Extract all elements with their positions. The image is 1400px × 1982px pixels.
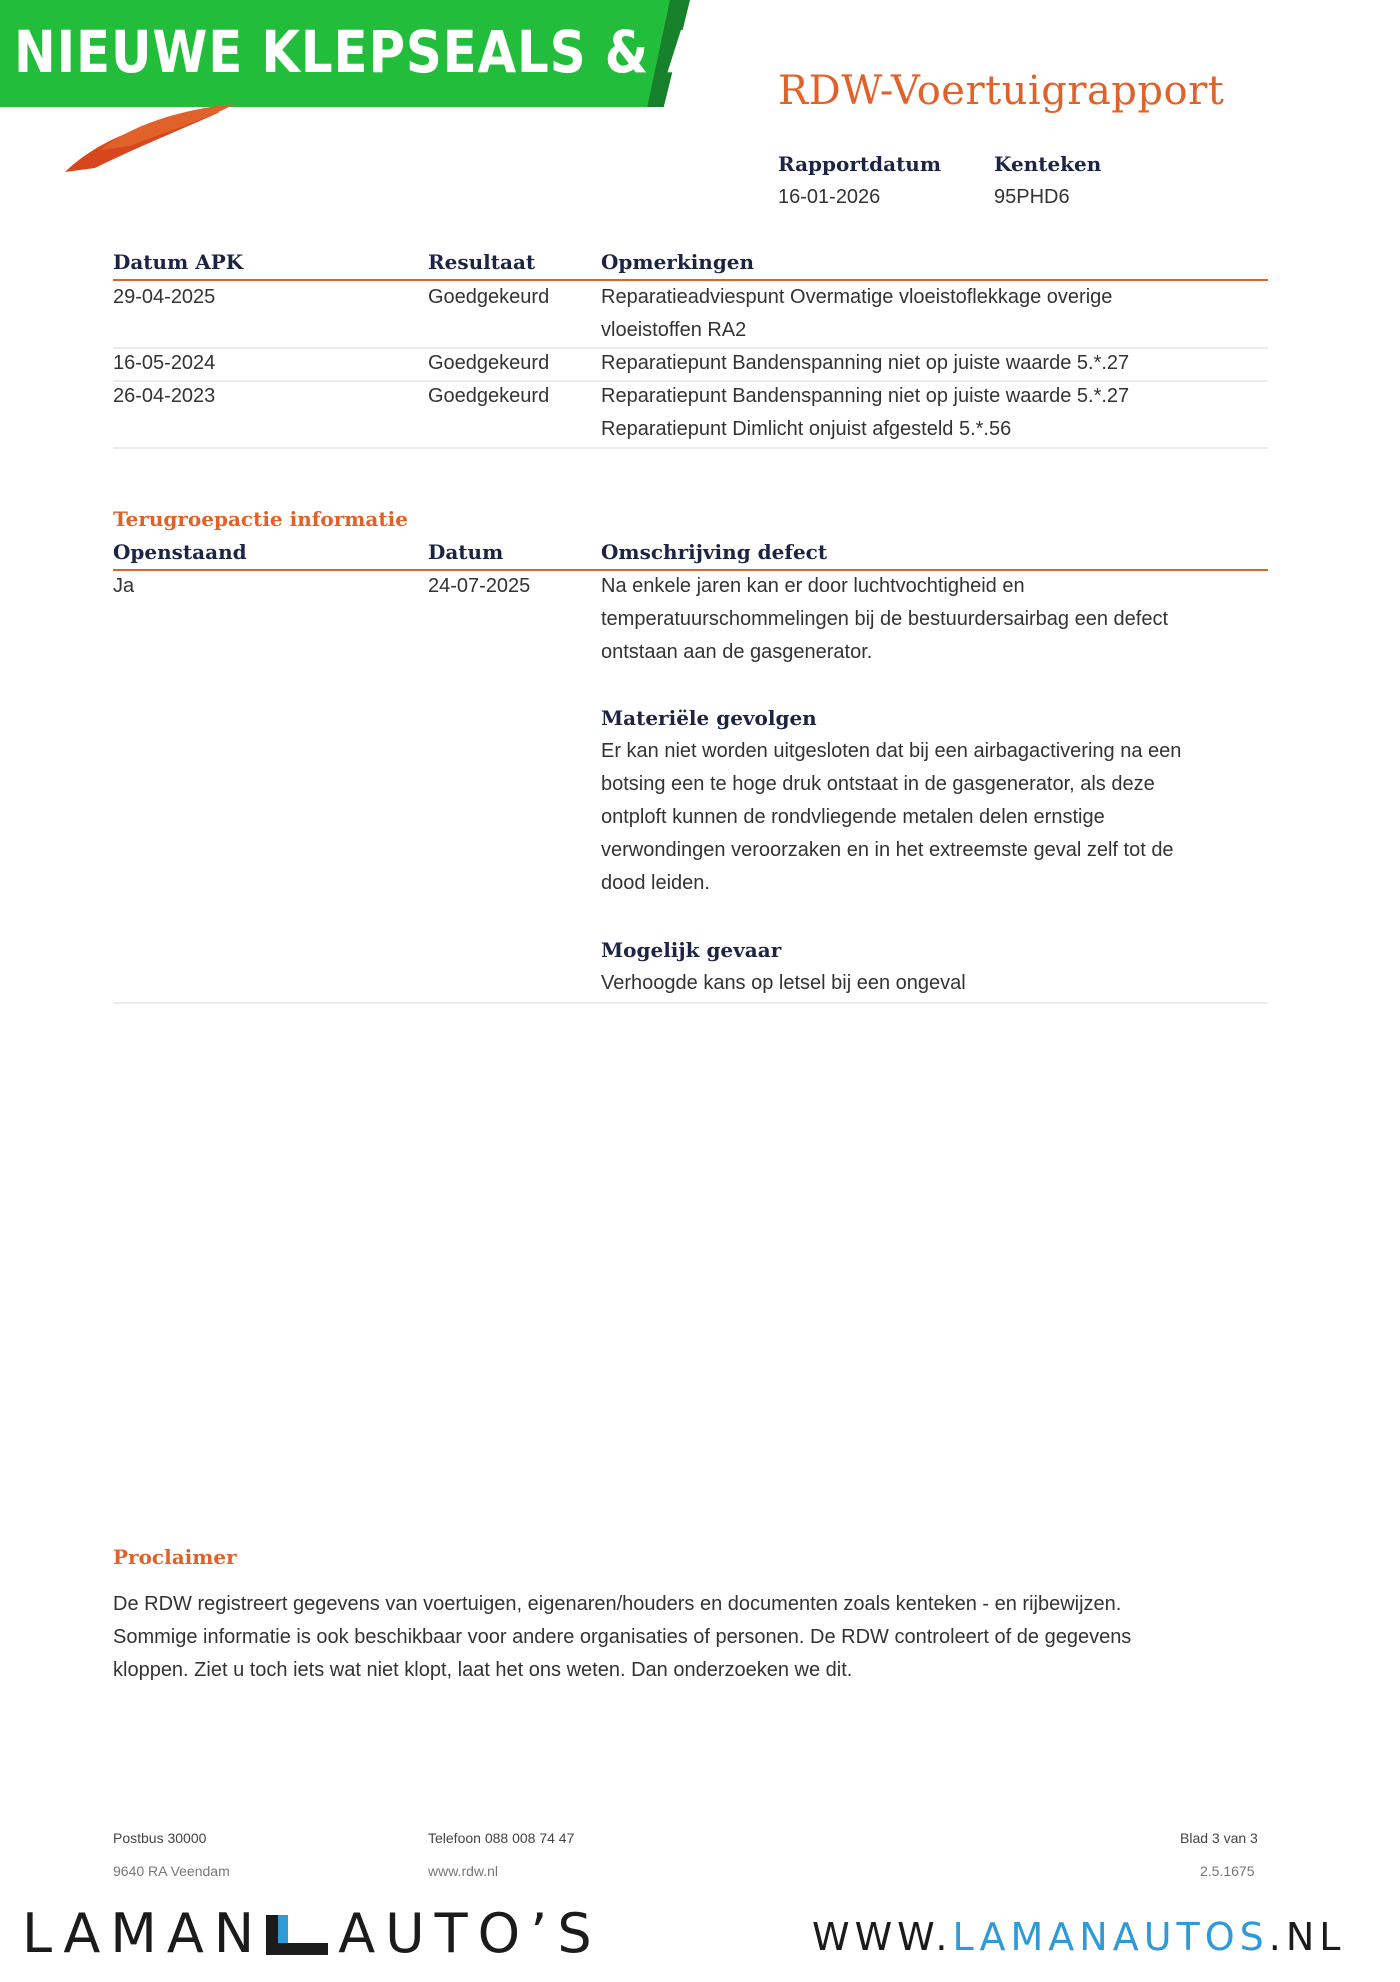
apk-date: 16-05-2024 [113, 352, 216, 374]
apk-header-result: Resultaat [428, 250, 536, 274]
report-title: RDW-Voertuigrapport [778, 68, 1225, 114]
recall-description-line: temperatuurschommelingen bij de bestuurdersairbag een defect [601, 608, 1169, 630]
apk-result: Goedgekeurd [428, 352, 550, 374]
apk-remark: Reparatiepunt Bandenspanning niet op juiste waarde 5.*.27 [601, 352, 1130, 374]
brand-name-part1: LAMAN [22, 1901, 265, 1965]
apk-header-date: Datum APK [113, 250, 244, 274]
danger-title: Mogelijk gevaar [601, 938, 782, 962]
footer-code-cut [1200, 1863, 1255, 1879]
danger-text: Verhoogde kans op letsel bij een ongeval [601, 972, 966, 994]
consequences-line: Er kan niet worden uitgesloten dat bij een airbagactivering na een [601, 740, 1182, 762]
recall-section-title: Terugroepactie informatie [113, 507, 408, 531]
consequences-line: verwondingen veroorzaken en in het extreemste geval zelf tot de [601, 839, 1174, 861]
apk-header-remarks: Opmerkingen [601, 250, 755, 274]
footer-phone: Telefoon 088 008 74 47 [428, 1830, 575, 1846]
footer-page-number: Blad 3 van 3 [1180, 1830, 1258, 1846]
consequences-title: Materiële gevolgen [601, 706, 817, 730]
brand-name-part2: AUTO’S [338, 1901, 602, 1965]
consequences-line: dood leiden. [601, 872, 710, 894]
apk-remark: Reparatiepunt Dimlicht onjuist afgesteld 5.*.56 [601, 418, 1012, 440]
apk-remark: vloeistoffen RA2 [601, 319, 747, 341]
footer-address-text: 9640 RA Veendam [113, 1863, 230, 1879]
footer-web-cut [428, 1863, 499, 1879]
plate-label: Kenteken [994, 152, 1102, 176]
apk-result: Goedgekeurd [428, 286, 550, 308]
url-domain: LAMANAUTOS [952, 1915, 1269, 1959]
recall-open-value: Ja [113, 575, 135, 597]
apk-remark: Reparatiepunt Bandenspanning niet op juiste waarde 5.*.27 [601, 385, 1130, 407]
footer-postbus: Postbus 30000 [113, 1830, 207, 1846]
proclaimer-line: kloppen. Ziet u toch iets wat niet klopt, laat het ons weten. Dan onderzoeken we dit. [113, 1659, 853, 1681]
recall-header-description: Omschrijving defect [601, 540, 828, 564]
consequences-line: ontploft kunnen de rondvliegende metalen delen ernstige [601, 806, 1105, 828]
footer-web-text: www.rdw.nl [428, 1863, 499, 1879]
consequences-line: botsing een te hoge druk ontstaat in de gasgenerator, als deze [601, 773, 1155, 795]
plate-value: 95PHD6 [994, 186, 1070, 208]
apk-date: 29-04-2025 [113, 286, 216, 308]
recall-header-date: Datum [428, 540, 504, 564]
proclaimer-line: De RDW registreert gegevens van voertuigen, eigenaren/houders en documenten zoals kenteken - en rijbewijzen. [113, 1593, 1122, 1615]
row-divider [113, 447, 1268, 449]
proclaimer-line: Sommige informatie is ook beschikbaar voor andere organisaties of personen. De RDW controleert of de gegevens [113, 1626, 1132, 1648]
rdw-logo-icon [60, 100, 240, 180]
footer-address-cut [113, 1863, 230, 1879]
report-date-value: 16-01-2026 [778, 186, 881, 208]
banner-text: NIEUWE KLEPSEALS & APK [14, 18, 784, 86]
website-url [812, 1915, 1345, 1959]
recall-description-line: Na enkele jaren kan er door luchtvochtigheid en [601, 575, 1025, 597]
recall-header-open: Openstaand [113, 540, 247, 564]
apk-remark: Reparatieadviespunt Overmatige vloeistoflekkage overige [601, 286, 1113, 308]
promo-banner [0, 0, 784, 107]
recall-description-line: ontstaan aan de gasgenerator. [601, 641, 873, 663]
laman-logo-mark-icon [264, 1909, 330, 1957]
proclaimer-title: Proclaimer [113, 1545, 237, 1569]
recall-date-value: 24-07-2025 [428, 575, 531, 597]
apk-result: Goedgekeurd [428, 385, 550, 407]
url-prefix: WWW. [812, 1915, 953, 1959]
report-date-label: Rapportdatum [778, 152, 942, 176]
apk-date: 26-04-2023 [113, 385, 216, 407]
laman-autos-logo [22, 1903, 602, 1963]
recall-bottom-divider [113, 1002, 1268, 1004]
url-tld: .NL [1268, 1915, 1346, 1959]
footer-code-text: 2.5.1675 [1200, 1863, 1255, 1879]
